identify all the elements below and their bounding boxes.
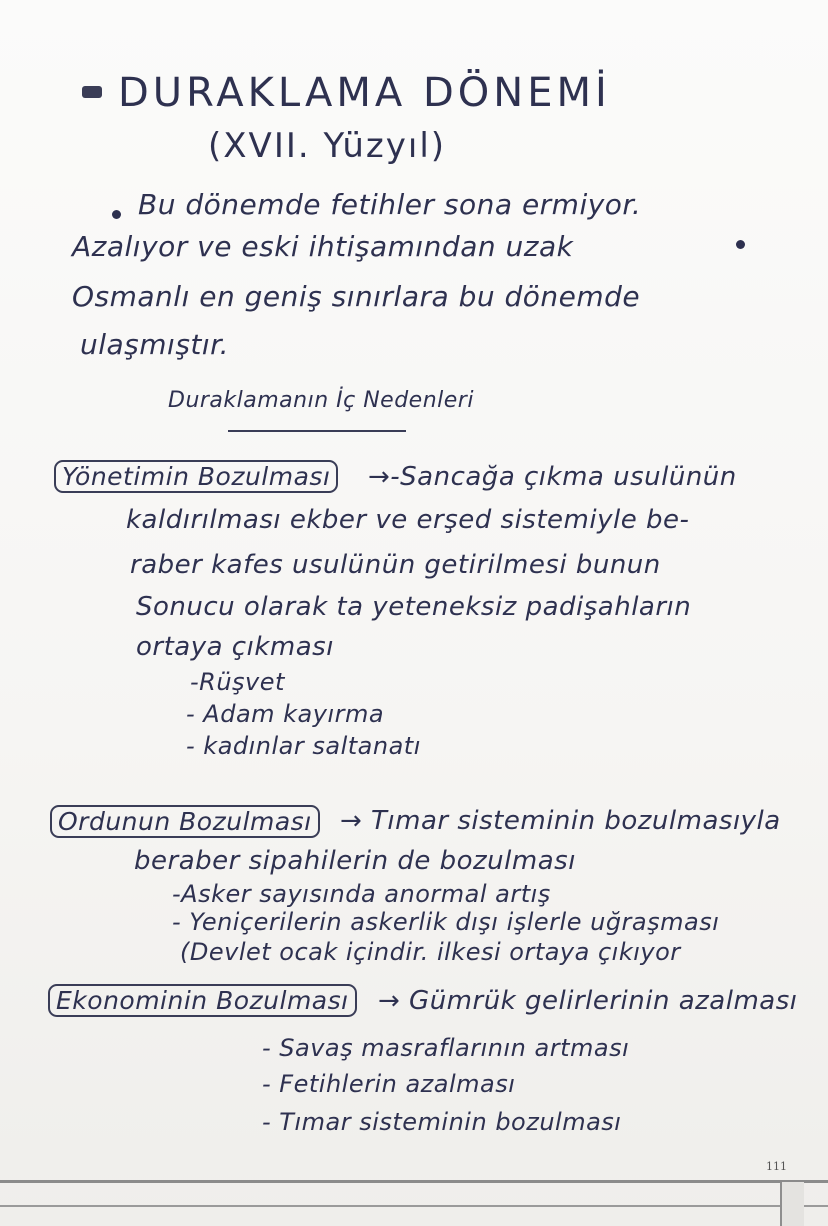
yonetim-item-3: - kadınlar saltanatı xyxy=(186,732,421,760)
intro-line-4: ulaşmıştır. xyxy=(80,328,230,361)
page-corner xyxy=(780,1182,804,1226)
heading-underline xyxy=(228,430,406,432)
ekonomi-line-1: → Gümrük gelirlerinin azalması xyxy=(378,986,798,1016)
ekonomi-item-3: - Tımar sisteminin bozulması xyxy=(262,1108,622,1136)
page-subtitle: (XVII. Yüzyıl) xyxy=(208,126,447,166)
ordu-item-3: (Devlet ocak içindir. ilkesi ortaya çıkıyor xyxy=(180,938,681,966)
intro-line-1: Bu dönemde fetihler sona ermiyor. xyxy=(138,188,642,221)
ordu-line-1: → Tımar sisteminin bozulmasıyla xyxy=(340,806,781,836)
label-ordu: Ordunun Bozulması xyxy=(50,805,320,838)
ekonomi-item-2: - Fetihlerin azalması xyxy=(262,1070,516,1098)
yonetim-line-4: Sonucu olarak ta yeteneksiz padişahların xyxy=(136,592,692,622)
bullet-dot-icon xyxy=(112,210,121,219)
ordu-item-2: - Yeniçerilerin askerlik dışı işlerle uğraşması xyxy=(172,908,720,936)
intro-line-2: Azalıyor ve eski ihtişamından uzak xyxy=(72,230,574,263)
yonetim-line-2: kaldırılması ekber ve erşed sistemiyle be- xyxy=(126,505,690,535)
end-dot-icon xyxy=(736,240,745,249)
intro-line-3: Osmanlı en geniş sınırlara bu dönemde xyxy=(72,280,641,313)
page-number: 111 xyxy=(766,1160,787,1173)
ordu-line-2: beraber sipahilerin de bozulması xyxy=(134,846,576,876)
page-bottom-edge-2 xyxy=(0,1205,828,1207)
section-heading: Duraklamanın İç Nedenleri xyxy=(168,388,474,413)
yonetim-line-1: →-Sancağa çıkma usulünün xyxy=(368,462,737,492)
yonetim-item-2: - Adam kayırma xyxy=(186,700,385,728)
label-yonetim: Yönetimin Bozulması xyxy=(54,460,338,493)
yonetim-item-1: -Rüşvet xyxy=(190,668,285,696)
page-title: DURAKLAMA DÖNEMİ xyxy=(118,70,611,116)
yonetim-line-3: raber kafes usulünün getirilmesi bunun xyxy=(130,550,661,580)
label-ekonomi: Ekonominin Bozulması xyxy=(48,984,357,1017)
yonetim-line-5: ortaya çıkması xyxy=(136,632,334,662)
ekonomi-item-1: - Savaş masraflarının artması xyxy=(262,1034,630,1062)
page-bottom-edge xyxy=(0,1180,828,1183)
title-bullet-icon xyxy=(82,86,102,98)
ordu-item-1: -Asker sayısında anormal artış xyxy=(172,880,551,908)
